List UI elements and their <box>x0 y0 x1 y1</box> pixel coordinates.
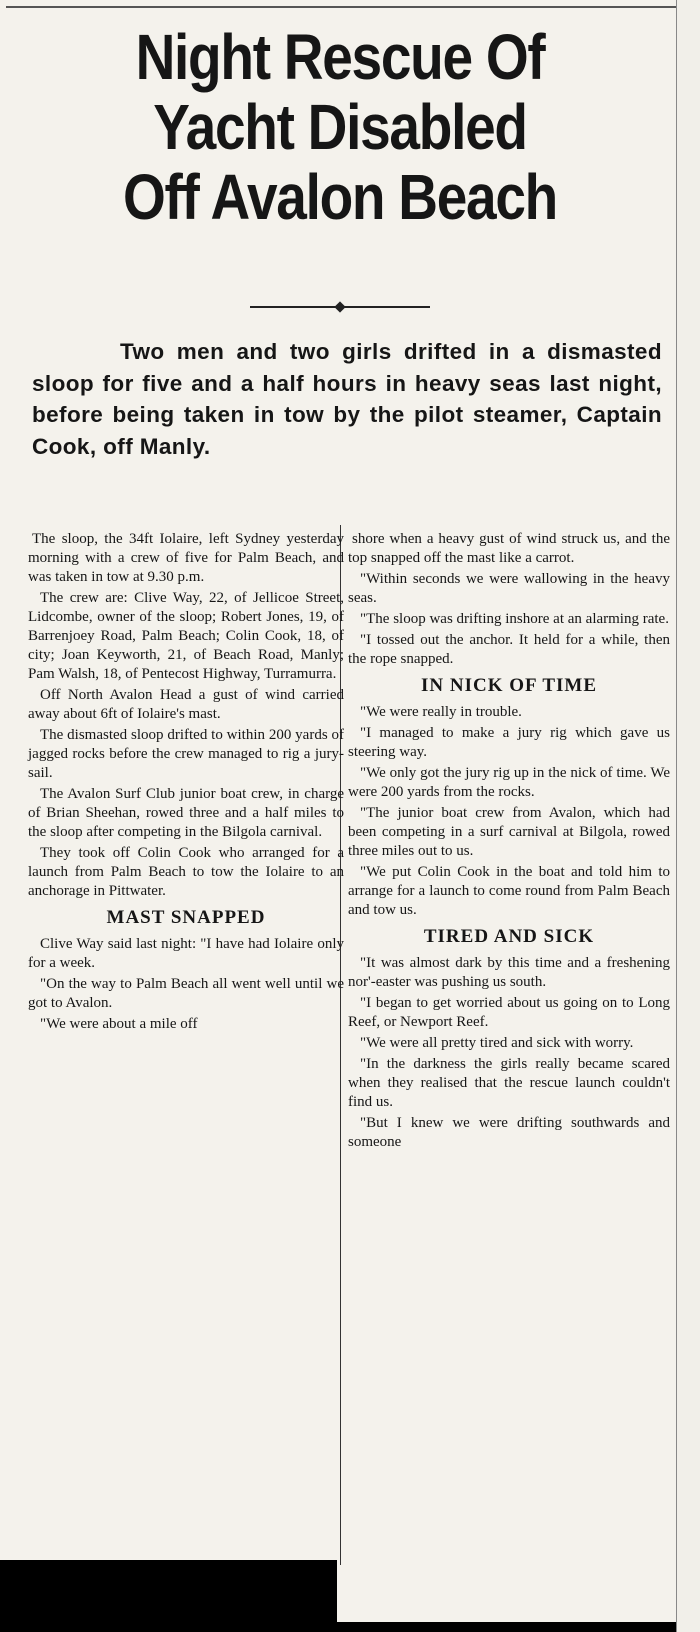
left-column <box>28 530 344 1036</box>
adjacent-article-edge <box>676 0 700 1632</box>
paragraph: The dismasted sloop drifted to within 200 yards of jagged rocks before the crew managed to rig a jury-sail. <box>28 727 344 781</box>
paragraph: "It was almost dark by this time and a freshening nor'-easter was pushing us south. <box>348 955 670 990</box>
paragraph: The sloop, the 34ft Iolaire, left Sydney yesterday morning with a crew of five for Palm Beach, and was taken in tow at 9.30 p.m. <box>28 531 344 585</box>
headline <box>56 22 624 232</box>
headline-line-1: Night Rescue Of <box>135 21 545 93</box>
headline-line-2: Yacht Disabled <box>153 91 527 163</box>
paragraph: "We were about a mile off <box>40 1016 198 1032</box>
paragraph: "Within seconds we were wallowing in the heavy seas. <box>348 571 670 606</box>
paragraph: "We were really in trouble. <box>360 704 522 720</box>
paragraph: "On the way to Palm Beach all went well until we got to Avalon. <box>28 976 344 1011</box>
paragraph: "I tossed out the anchor. It held for a while, then the rope snapped. <box>348 632 670 667</box>
standfirst: Two men and two girls drifted in a dismasted sloop for five and a half hours in heavy seas last night, before being taken in tow by the pilot steamer, Captain Cook, off Manly. <box>32 339 662 459</box>
subhead-tired-and-sick: TIRED AND SICK <box>423 926 595 947</box>
paragraph: Off North Avalon Head a gust of wind carried away about 6ft of Iolaire's mast. <box>28 687 344 722</box>
subhead-in-nick-of-time: IN NICK OF TIME <box>421 675 597 696</box>
paragraph: The Avalon Surf Club junior boat crew, in charge of Brian Sheehan, rowed three and a half miles to the sloop after competing in the Bilgola carnival. <box>28 786 344 840</box>
paragraph: "The junior boat crew from Avalon, which had been competing in a surf carnival at Bilgola, rowed three miles out to us. <box>348 805 670 859</box>
paragraph: shore when a heavy gust of wind struck us, and the top snapped off the mast like a carrot. <box>348 531 670 566</box>
right-column <box>348 530 670 1154</box>
paragraph: "In the darkness the girls really became scared when they realised that the rescue launch couldn't find us. <box>348 1056 670 1110</box>
headline-line-3: Off Avalon Beach <box>122 161 558 233</box>
paragraph: They took off Colin Cook who arranged for a launch from Palm Beach to tow the Iolaire to an anchorage in Pittwater. <box>28 845 344 899</box>
paragraph: "We only got the jury rig up in the nick of time. We were 200 yards from the rocks. <box>348 765 670 800</box>
paragraph: "We were all pretty tired and sick with worry. <box>360 1035 634 1051</box>
paragraph: "The sloop was drifting inshore at an alarming rate. <box>360 611 669 627</box>
paragraph: "We put Colin Cook in the boat and told him to arrange for a launch to come round from Palm Beach and tow us. <box>348 864 670 918</box>
paragraph: "I began to get worried about us going on to Long Reef, or Newport Reef. <box>348 995 670 1030</box>
subhead-mast-snapped: MAST SNAPPED <box>106 907 266 928</box>
paragraph: "I managed to make a jury rig which gave us steering way. <box>348 725 670 760</box>
headline-ornament-rule <box>250 300 430 314</box>
paragraph: Clive Way said last night: "I have had Iolaire only for a week. <box>28 936 344 971</box>
paragraph: The crew are: Clive Way, 22, of Jellicoe Street, Lidcombe, owner of the sloop; Robert Jones, 19, of Barrenjoey Road, Palm Beach; Colin Cook, 18, of city; Joan Keyworth, 21, of Beach Road, Manly; Pam Walsh, 18, of Pentecost Highway, Turramurra. <box>28 590 344 682</box>
paragraph: "But I knew we were drifting southwards and someone <box>348 1115 670 1150</box>
scan-edge-black-bottom <box>337 1622 676 1632</box>
scan-edge-black-left <box>0 1560 337 1632</box>
top-rule <box>6 6 682 8</box>
